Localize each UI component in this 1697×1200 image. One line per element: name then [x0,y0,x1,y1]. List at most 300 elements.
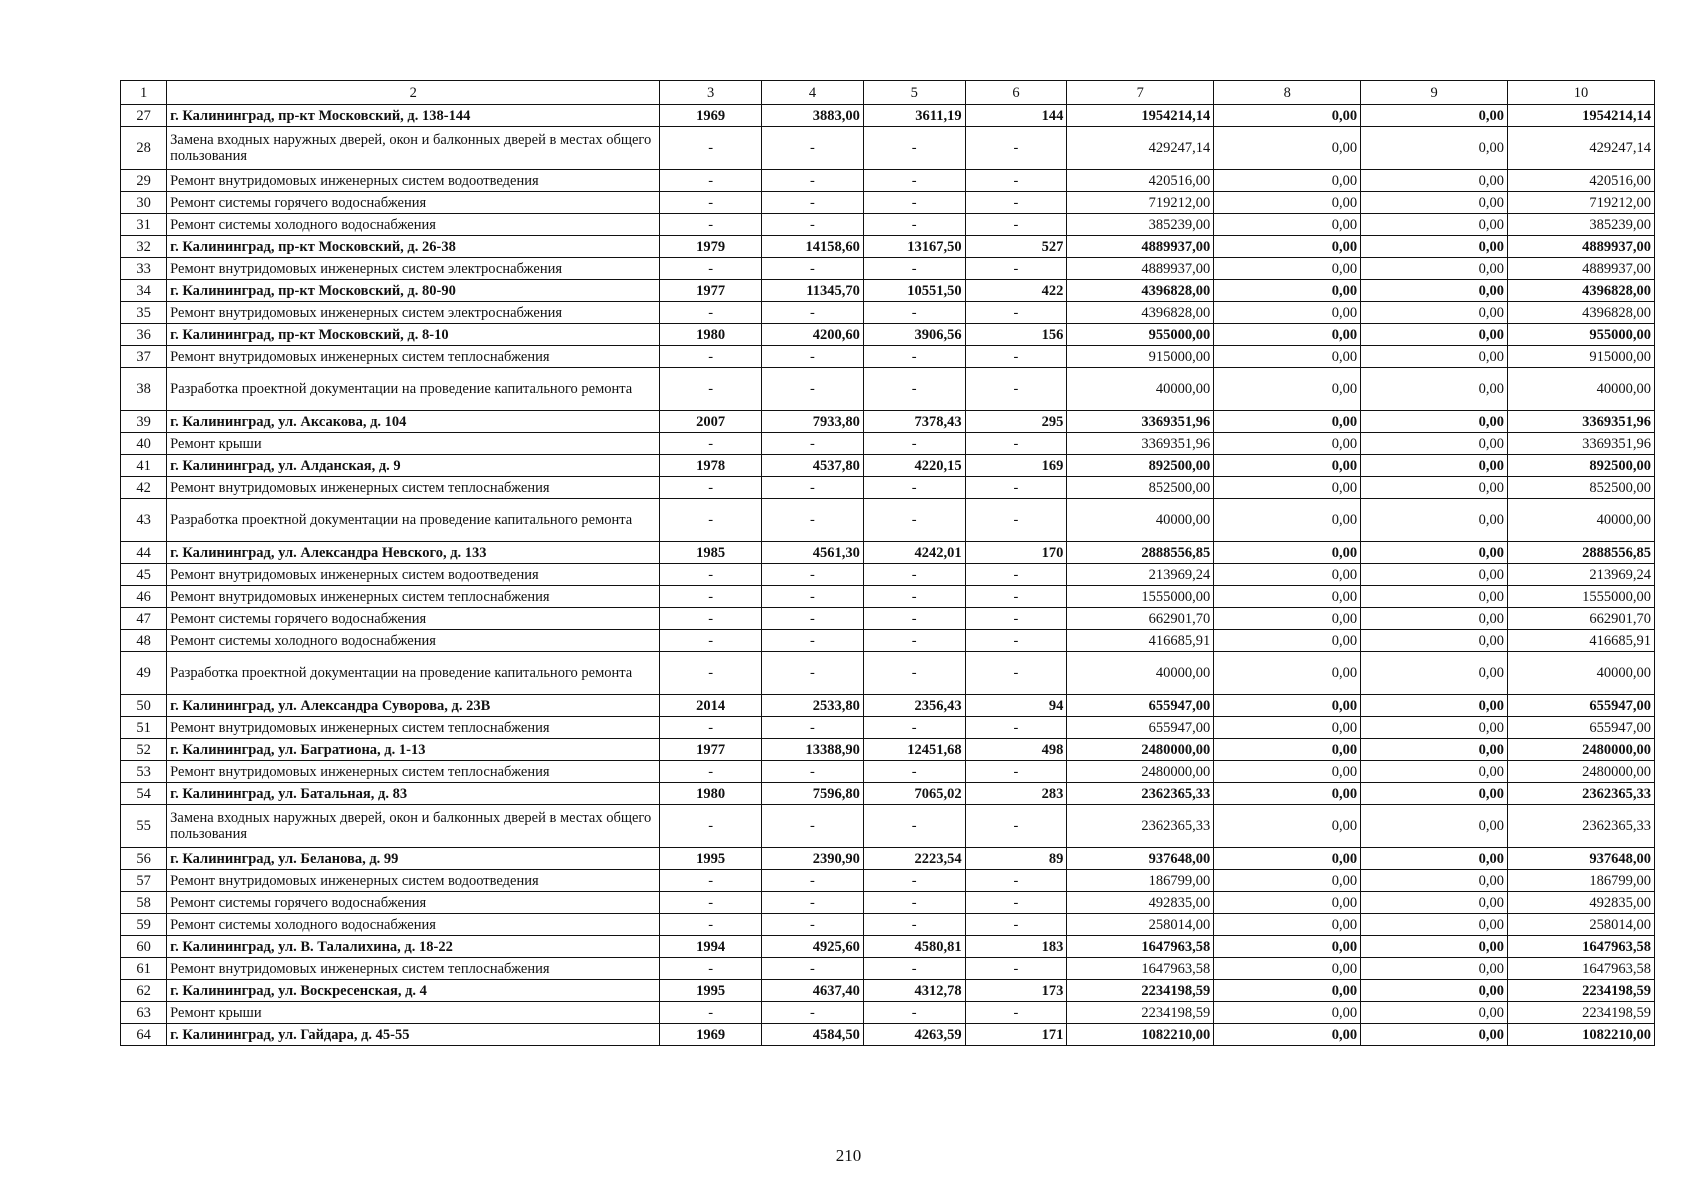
total-area-cell: - [762,652,864,695]
header-cell-7: 7 [1067,81,1214,105]
cost-total-cell: 4889937,00 [1067,258,1214,280]
total-area-cell: - [762,958,864,980]
cost-col8-cell: 0,00 [1214,368,1361,411]
living-area-cell: 7378,43 [863,411,965,433]
row-number-cell: 40 [121,433,167,455]
row-name-cell: г. Калининград, ул. Александра Невского, д. 133 [167,542,660,564]
residents-cell: - [965,870,1067,892]
living-area-cell: - [863,302,965,324]
cost-col9-cell: 0,00 [1361,739,1508,761]
cost-col9-cell: 0,00 [1361,652,1508,695]
year-cell: 1980 [660,324,762,346]
living-area-cell: 4263,59 [863,1024,965,1046]
row-name-cell: Ремонт крыши [167,1002,660,1024]
cost-col9-cell: 0,00 [1361,914,1508,936]
cost-col9-cell: 0,00 [1361,214,1508,236]
year-cell: - [660,870,762,892]
row-name-cell: Ремонт внутридомовых инженерных систем теплоснабжения [167,586,660,608]
total-area-cell: 3883,00 [762,105,864,127]
row-number-cell: 47 [121,608,167,630]
living-area-cell: 3906,56 [863,324,965,346]
cost-col10-cell: 4889937,00 [1508,258,1655,280]
row-name-cell: г. Калининград, ул. Александра Суворова, д. 23В [167,695,660,717]
total-area-cell: 2390,90 [762,848,864,870]
year-cell: 1980 [660,783,762,805]
cost-col8-cell: 0,00 [1214,1024,1361,1046]
cost-col9-cell: 0,00 [1361,542,1508,564]
cost-total-cell: 40000,00 [1067,368,1214,411]
row-number-cell: 33 [121,258,167,280]
work-item-row [121,608,1655,630]
year-cell: - [660,717,762,739]
total-area-cell: - [762,192,864,214]
row-number-cell: 53 [121,761,167,783]
cost-col8-cell: 0,00 [1214,192,1361,214]
row-number-cell: 60 [121,936,167,958]
living-area-cell: 4580,81 [863,936,965,958]
year-cell: - [660,214,762,236]
cost-col8-cell: 0,00 [1214,958,1361,980]
cost-total-cell: 40000,00 [1067,499,1214,542]
residents-cell: 283 [965,783,1067,805]
cost-col9-cell: 0,00 [1361,980,1508,1002]
cost-col8-cell: 0,00 [1214,739,1361,761]
residents-cell: 89 [965,848,1067,870]
cost-total-cell: 937648,00 [1067,848,1214,870]
residents-cell: - [965,127,1067,170]
cost-total-cell: 1082210,00 [1067,1024,1214,1046]
cost-col8-cell: 0,00 [1214,848,1361,870]
cost-col8-cell: 0,00 [1214,214,1361,236]
row-name-cell: г. Калининград, ул. Багратиона, д. 1-13 [167,739,660,761]
residents-cell: - [965,608,1067,630]
year-cell: - [660,477,762,499]
cost-total-cell: 655947,00 [1067,717,1214,739]
row-name-cell: Ремонт системы холодного водоснабжения [167,214,660,236]
work-item-row [121,433,1655,455]
row-name-cell: Ремонт внутридомовых инженерных систем теплоснабжения [167,958,660,980]
total-area-cell: - [762,368,864,411]
row-name-cell: г. Калининград, пр-кт Московский, д. 138-144 [167,105,660,127]
living-area-cell: 7065,02 [863,783,965,805]
cost-col10-cell: 2480000,00 [1508,739,1655,761]
residents-cell: - [965,564,1067,586]
cost-total-cell: 4396828,00 [1067,280,1214,302]
cost-col9-cell: 0,00 [1361,805,1508,848]
row-number-cell: 42 [121,477,167,499]
year-cell: 1978 [660,455,762,477]
residents-cell: - [965,192,1067,214]
total-area-cell: - [762,214,864,236]
row-number-cell: 31 [121,214,167,236]
cost-total-cell: 1647963,58 [1067,958,1214,980]
cost-total-cell: 1647963,58 [1067,936,1214,958]
year-cell: - [660,368,762,411]
year-cell: - [660,1002,762,1024]
cost-col8-cell: 0,00 [1214,542,1361,564]
cost-col8-cell: 0,00 [1214,652,1361,695]
cost-col9-cell: 0,00 [1361,127,1508,170]
cost-col10-cell: 420516,00 [1508,170,1655,192]
cost-col8-cell: 0,00 [1214,346,1361,368]
cost-col10-cell: 1647963,58 [1508,936,1655,958]
cost-col10-cell: 1647963,58 [1508,958,1655,980]
cost-total-cell: 2234198,59 [1067,980,1214,1002]
total-area-cell: - [762,477,864,499]
living-area-cell: - [863,958,965,980]
row-number-cell: 58 [121,892,167,914]
work-item-row [121,499,1655,542]
cost-total-cell: 258014,00 [1067,914,1214,936]
row-name-cell: Ремонт внутридомовых инженерных систем электроснабжения [167,258,660,280]
row-name-cell: Ремонт системы горячего водоснабжения [167,892,660,914]
total-area-cell: 4200,60 [762,324,864,346]
row-name-cell: г. Калининград, пр-кт Московский, д. 8-10 [167,324,660,346]
residents-cell: - [965,346,1067,368]
cost-col10-cell: 2234198,59 [1508,980,1655,1002]
cost-total-cell: 1555000,00 [1067,586,1214,608]
cost-col10-cell: 892500,00 [1508,455,1655,477]
residents-cell: 156 [965,324,1067,346]
cost-col8-cell: 0,00 [1214,717,1361,739]
row-name-cell: Ремонт внутридомовых инженерных систем теплоснабжения [167,477,660,499]
cost-total-cell: 662901,70 [1067,608,1214,630]
cost-col8-cell: 0,00 [1214,127,1361,170]
row-name-cell: Ремонт внутридомовых инженерных систем теплоснабжения [167,717,660,739]
row-number-cell: 43 [121,499,167,542]
work-item-row [121,214,1655,236]
residents-cell: - [965,630,1067,652]
cost-col10-cell: 719212,00 [1508,192,1655,214]
cost-col10-cell: 2234198,59 [1508,1002,1655,1024]
residents-cell: - [965,652,1067,695]
row-name-cell: Ремонт крыши [167,433,660,455]
cost-col10-cell: 40000,00 [1508,368,1655,411]
cost-col9-cell: 0,00 [1361,1002,1508,1024]
cost-col8-cell: 0,00 [1214,302,1361,324]
header-cell-8: 8 [1214,81,1361,105]
header-cell-10: 10 [1508,81,1655,105]
work-item-row [121,958,1655,980]
cost-total-cell: 915000,00 [1067,346,1214,368]
total-area-cell: - [762,499,864,542]
cost-col9-cell: 0,00 [1361,192,1508,214]
living-area-cell: - [863,258,965,280]
residents-cell: 183 [965,936,1067,958]
cost-total-cell: 892500,00 [1067,455,1214,477]
residents-cell: 173 [965,980,1067,1002]
year-cell: - [660,586,762,608]
total-area-cell: - [762,892,864,914]
living-area-cell: - [863,499,965,542]
living-area-cell: - [863,192,965,214]
row-name-cell: Ремонт внутридомовых инженерных систем водоотведения [167,564,660,586]
work-item-row [121,870,1655,892]
cost-col8-cell: 0,00 [1214,914,1361,936]
cost-col10-cell: 3369351,96 [1508,411,1655,433]
cost-col10-cell: 1555000,00 [1508,586,1655,608]
year-cell: 2007 [660,411,762,433]
cost-total-cell: 1954214,14 [1067,105,1214,127]
living-area-cell: 12451,68 [863,739,965,761]
cost-col9-cell: 0,00 [1361,324,1508,346]
living-area-cell: - [863,564,965,586]
cost-col8-cell: 0,00 [1214,455,1361,477]
cost-total-cell: 2362365,33 [1067,805,1214,848]
row-number-cell: 46 [121,586,167,608]
cost-col10-cell: 3369351,96 [1508,433,1655,455]
living-area-cell: - [863,870,965,892]
residents-cell: - [965,214,1067,236]
cost-total-cell: 492835,00 [1067,892,1214,914]
residents-cell: - [965,1002,1067,1024]
cost-col8-cell: 0,00 [1214,564,1361,586]
header-cell-9: 9 [1361,81,1508,105]
row-number-cell: 51 [121,717,167,739]
header-cell-5: 5 [863,81,965,105]
row-number-cell: 44 [121,542,167,564]
row-number-cell: 55 [121,805,167,848]
year-cell: - [660,914,762,936]
total-area-cell: - [762,608,864,630]
cost-col10-cell: 2362365,33 [1508,805,1655,848]
year-cell: - [660,564,762,586]
cost-col9-cell: 0,00 [1361,564,1508,586]
row-name-cell: Замена входных наружных дверей, окон и балконных дверей в местах общего пользования [167,127,660,170]
cost-col9-cell: 0,00 [1361,105,1508,127]
total-area-cell: 13388,90 [762,739,864,761]
year-cell: - [660,258,762,280]
cost-col8-cell: 0,00 [1214,1002,1361,1024]
cost-col9-cell: 0,00 [1361,608,1508,630]
work-item-row [121,586,1655,608]
address-row [121,236,1655,258]
total-area-cell: - [762,346,864,368]
residents-cell: 94 [965,695,1067,717]
cost-col8-cell: 0,00 [1214,170,1361,192]
cost-col9-cell: 0,00 [1361,695,1508,717]
work-item-row [121,761,1655,783]
row-name-cell: Ремонт системы холодного водоснабжения [167,630,660,652]
cost-col8-cell: 0,00 [1214,433,1361,455]
residents-cell: - [965,258,1067,280]
cost-total-cell: 655947,00 [1067,695,1214,717]
cost-col10-cell: 662901,70 [1508,608,1655,630]
cost-col9-cell: 0,00 [1361,236,1508,258]
living-area-cell: 2223,54 [863,848,965,870]
work-item-row [121,805,1655,848]
cost-col10-cell: 4396828,00 [1508,302,1655,324]
cost-col8-cell: 0,00 [1214,586,1361,608]
address-row [121,848,1655,870]
row-number-cell: 57 [121,870,167,892]
cost-col10-cell: 40000,00 [1508,499,1655,542]
living-area-cell: - [863,433,965,455]
address-row [121,411,1655,433]
row-name-cell: Ремонт внутридомовых инженерных систем теплоснабжения [167,761,660,783]
residents-cell: 498 [965,739,1067,761]
residents-cell: - [965,302,1067,324]
row-number-cell: 38 [121,368,167,411]
row-name-cell: г. Калининград, пр-кт Московский, д. 80-90 [167,280,660,302]
residents-cell: 169 [965,455,1067,477]
cost-col8-cell: 0,00 [1214,258,1361,280]
row-number-cell: 48 [121,630,167,652]
cost-col8-cell: 0,00 [1214,805,1361,848]
cost-col8-cell: 0,00 [1214,499,1361,542]
year-cell: 1969 [660,1024,762,1046]
row-number-cell: 30 [121,192,167,214]
residents-cell: - [965,170,1067,192]
living-area-cell: - [863,761,965,783]
row-name-cell: Разработка проектной документации на проведение капитального ремонта [167,499,660,542]
residents-cell: - [965,368,1067,411]
residents-cell: 171 [965,1024,1067,1046]
row-name-cell: Ремонт системы холодного водоснабжения [167,914,660,936]
total-area-cell: - [762,1002,864,1024]
residents-cell: 170 [965,542,1067,564]
residents-cell: - [965,761,1067,783]
living-area-cell: - [863,630,965,652]
total-area-cell: - [762,170,864,192]
row-name-cell: Ремонт системы горячего водоснабжения [167,608,660,630]
row-number-cell: 62 [121,980,167,1002]
cost-col8-cell: 0,00 [1214,783,1361,805]
living-area-cell: 4220,15 [863,455,965,477]
cost-total-cell: 4889937,00 [1067,236,1214,258]
residents-cell: - [965,717,1067,739]
total-area-cell: 14158,60 [762,236,864,258]
cost-col9-cell: 0,00 [1361,848,1508,870]
year-cell: 1977 [660,739,762,761]
cost-col9-cell: 0,00 [1361,1024,1508,1046]
living-area-cell: 3611,19 [863,105,965,127]
living-area-cell: - [863,346,965,368]
total-area-cell: 7933,80 [762,411,864,433]
cost-total-cell: 40000,00 [1067,652,1214,695]
cost-col10-cell: 4889937,00 [1508,236,1655,258]
year-cell: - [660,346,762,368]
cost-total-cell: 186799,00 [1067,870,1214,892]
work-item-row [121,652,1655,695]
row-number-cell: 61 [121,958,167,980]
cost-total-cell: 955000,00 [1067,324,1214,346]
cost-col8-cell: 0,00 [1214,936,1361,958]
work-item-row [121,892,1655,914]
cost-total-cell: 2480000,00 [1067,739,1214,761]
cost-total-cell: 420516,00 [1067,170,1214,192]
living-area-cell: - [863,368,965,411]
row-number-cell: 36 [121,324,167,346]
cost-col9-cell: 0,00 [1361,411,1508,433]
total-area-cell: 4925,60 [762,936,864,958]
total-area-cell: 4537,80 [762,455,864,477]
row-number-cell: 32 [121,236,167,258]
row-number-cell: 50 [121,695,167,717]
address-row [121,695,1655,717]
cost-col10-cell: 258014,00 [1508,914,1655,936]
row-name-cell: г. Калининград, ул. Аксакова, д. 104 [167,411,660,433]
row-number-cell: 41 [121,455,167,477]
work-item-row [121,914,1655,936]
address-row [121,280,1655,302]
residents-cell: - [965,586,1067,608]
cost-col8-cell: 0,00 [1214,608,1361,630]
year-cell: 1977 [660,280,762,302]
row-number-cell: 49 [121,652,167,695]
residents-cell: - [965,958,1067,980]
living-area-cell: - [863,1002,965,1024]
living-area-cell: - [863,127,965,170]
total-area-cell: - [762,127,864,170]
residents-cell: 527 [965,236,1067,258]
cost-col9-cell: 0,00 [1361,717,1508,739]
total-area-cell: 7596,80 [762,783,864,805]
year-cell: - [660,302,762,324]
cost-col9-cell: 0,00 [1361,958,1508,980]
row-number-cell: 54 [121,783,167,805]
address-row [121,542,1655,564]
row-number-cell: 59 [121,914,167,936]
row-name-cell: г. Калининград, ул. Воскресенская, д. 4 [167,980,660,1002]
residents-cell: 295 [965,411,1067,433]
cost-col10-cell: 937648,00 [1508,848,1655,870]
cost-col9-cell: 0,00 [1361,258,1508,280]
row-name-cell: г. Калининград, ул. Алданская, д. 9 [167,455,660,477]
living-area-cell: 4242,01 [863,542,965,564]
cost-col8-cell: 0,00 [1214,761,1361,783]
cost-col10-cell: 1082210,00 [1508,1024,1655,1046]
cost-col10-cell: 492835,00 [1508,892,1655,914]
cost-total-cell: 2362365,33 [1067,783,1214,805]
row-name-cell: г. Калининград, пр-кт Московский, д. 26-38 [167,236,660,258]
address-row [121,980,1655,1002]
row-number-cell: 35 [121,302,167,324]
cost-col8-cell: 0,00 [1214,236,1361,258]
total-area-cell: - [762,586,864,608]
total-area-cell: - [762,630,864,652]
year-cell: - [660,608,762,630]
row-number-cell: 63 [121,1002,167,1024]
total-area-cell: 2533,80 [762,695,864,717]
cost-col8-cell: 0,00 [1214,870,1361,892]
cost-total-cell: 2234198,59 [1067,1002,1214,1024]
living-area-cell: - [863,805,965,848]
header-cell-3: 3 [660,81,762,105]
living-area-cell: 2356,43 [863,695,965,717]
living-area-cell: - [863,586,965,608]
cost-col8-cell: 0,00 [1214,105,1361,127]
row-name-cell: Ремонт системы горячего водоснабжения [167,192,660,214]
row-number-cell: 45 [121,564,167,586]
header-cell-6: 6 [965,81,1067,105]
work-item-row [121,1002,1655,1024]
cost-total-cell: 416685,91 [1067,630,1214,652]
address-row [121,455,1655,477]
year-cell: - [660,761,762,783]
year-cell: - [660,958,762,980]
cost-col10-cell: 40000,00 [1508,652,1655,695]
cost-col8-cell: 0,00 [1214,892,1361,914]
row-name-cell: Ремонт внутридомовых инженерных систем теплоснабжения [167,346,660,368]
row-number-cell: 34 [121,280,167,302]
cost-col9-cell: 0,00 [1361,455,1508,477]
row-name-cell: г. Калининград, ул. Гайдара, д. 45-55 [167,1024,660,1046]
cost-col8-cell: 0,00 [1214,280,1361,302]
year-cell: 1985 [660,542,762,564]
living-area-cell: - [863,170,965,192]
page-number: 210 [835,1146,862,1165]
